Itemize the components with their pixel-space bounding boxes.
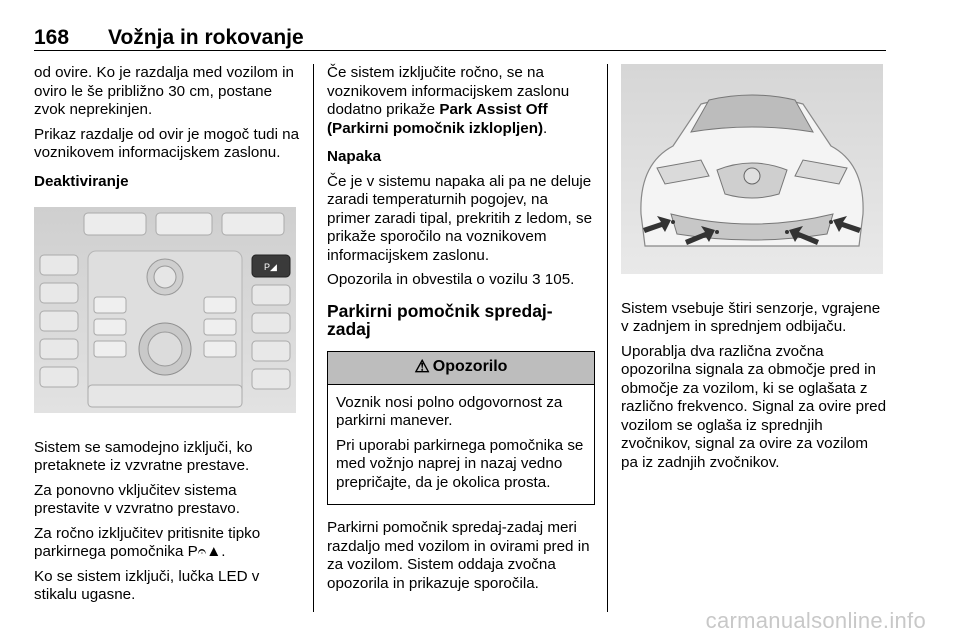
- warning-triangle-icon: ⚠: [414, 357, 430, 377]
- display-message: Park Assist Off (Parkirni pomočnik izklopljen): [327, 101, 548, 137]
- paragraph: Za ponovno vključitev sistema prestavite v vzvratno prestavo.: [34, 481, 240, 517]
- paragraph: Uporablja dva različna zvočna opozorilna signala za območje pred in območje za vozilom, ki se oglašata z različno frekvenco. Signal za ovire pred vozilom se oglaša iz sprednjih zvočnikov, signal za ovire za vozilom pa iz zadnjih zvočnikov.: [621, 342, 887, 471]
- paragraph: Če sistem izključite ročno, se na voznikovem informacijskem zaslonu dodatno prikaže Park Assist Off (Parkirni pomočnik izklopljen).: [327, 64, 570, 137]
- warning-header: [328, 352, 594, 385]
- page-header: [34, 26, 886, 51]
- section-heading: Parkirni pomočnik spredaj-zadaj: [327, 300, 553, 339]
- paragraph: Voznik nosi polno odgovornost za parkirni manever.: [336, 393, 563, 429]
- paragraph: Parkirni pomočnik spredaj-zadaj meri razdaljo med vozilom in ovirami pred in za vozilom. Sistem oddaja zvočna opozorila in prikazuje sporočila.: [327, 519, 590, 592]
- warning-body: [328, 385, 594, 505]
- column-1: [34, 64, 302, 611]
- column-2: [327, 64, 595, 599]
- chapter-title: Vožnja in rokovanje: [108, 26, 304, 49]
- paragraph: Sistem se samodejno izključi, ko pretaknete iz vzvratne prestave.: [34, 438, 253, 474]
- parking-assist-icon: P𝄐▲.: [187, 543, 226, 560]
- column-divider-2: [607, 64, 608, 612]
- paragraph: Če je v sistemu napaka ali pa ne deluje zaradi temperaturnih pogojev, na primer zaradi tipal, prekritih z ledom, se prikaže sporočilo na voznikovem informacijskem zaslonu.: [327, 172, 593, 264]
- svg-text:P◢: P◢: [264, 262, 277, 272]
- paragraph: Pri uporabi parkirnega pomočnika se med vožnjo naprej in nazaj vedno prepričajte, da je okolica prosta.: [336, 436, 584, 491]
- car-front-sensors-illustration: [621, 64, 883, 274]
- paragraph: Opozorila in obvestila o vozilu 3 105.: [327, 271, 575, 288]
- warning-title: Opozorilo: [432, 358, 508, 376]
- subheading-deactivation: Deaktiviranje: [34, 172, 129, 190]
- paragraph: od ovire. Ko je razdalja med vozilom in oviro le še približno 30 cm, postane zvok neprekinjen.: [34, 64, 294, 118]
- paragraph: Ko se sistem izključi, lučka LED v stikalu ugasne.: [34, 567, 260, 603]
- page-number: 168: [34, 26, 70, 49]
- page-reference-link[interactable]: 3 105.: [532, 271, 575, 288]
- warning-box: [327, 351, 595, 506]
- paragraph: Prikaz razdalje od ovir je mogoč tudi na voznikovem informacijskem zaslonu.: [34, 125, 300, 161]
- column-divider-1: [313, 64, 314, 612]
- watermark: carmanualsonline.info: [705, 608, 926, 633]
- subheading-fault: Napaka: [327, 148, 382, 165]
- parking-assist-button-panel-illustration: [34, 207, 296, 413]
- paragraph: Sistem vsebuje štiri senzorje, vgrajene v zadnjem in sprednjem odbijaču.: [621, 299, 881, 335]
- column-3: [621, 64, 889, 478]
- paragraph: Za ročno izklјučitev pritisnite tipko parkirnega pomočnika P𝄐▲.: [34, 524, 261, 560]
